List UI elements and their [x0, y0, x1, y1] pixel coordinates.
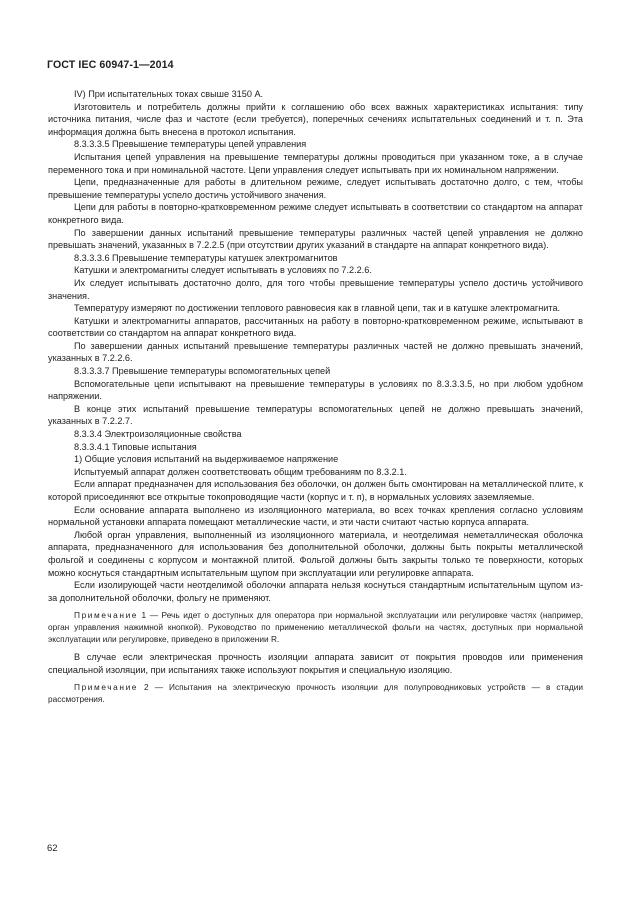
section-heading: 8.3.3.4.1 Типовые испытания: [74, 441, 197, 452]
note-label: Примечание: [74, 610, 139, 621]
paragraph: По завершении данных испытаний превышение температуры различных частей цепей управления не должно превышать значений, указанных в 7.2.2.5 (при отсутствии других указаний в стандарте на аппарат конкретного вида).: [48, 227, 583, 251]
note-1: [48, 610, 583, 645]
paragraph: Изготовитель и потребитель должны прийти к соглашению обо всех важных характеристиках испытания: типу источника питания, числе фаз и частоте (если требуется), поперечных сечениях испытательных соединений и т. п. Эта информация должна быть внесена в протокол испытания.: [48, 101, 583, 137]
section-heading: 8.3.3.3.7 Превышение температуры вспомогательных цепей: [74, 366, 331, 377]
section-heading: 8.3.3.4 Электроизоляционные свойства: [74, 429, 242, 440]
paragraph: Испытания цепей управления на превышение температуры должны проводиться при указанном токе, а в случае переменного тока и при номинальной частоте. Цепи управления следует испытывать при их номинальном напряжении.: [48, 151, 583, 175]
paragraph: Если аппарат предназначен для использования без оболочки, он должен быть смонтирован на металлической плите, к которой присоединяют все открытые токопроводящие части (корпус и т. п), в нормальных условиях заземляемые.: [48, 479, 583, 502]
paragraph: Катушки и электромагниты аппаратов, рассчитанных на работу в повторно-кратковременном режиме, испытывают в соответствии со стандартом на аппарат конкретного вида.: [48, 315, 583, 339]
page-body: [48, 88, 583, 712]
note-text: 1 — Речь идет о доступных для оператора при нормальной эксплуатации или регулировке частях (например, орган управления нажимной кнопкой). Руководство по применению металлической фольги на частях, доступных при нормальной эксплуатации или регулировке, приведено в приложении R.: [48, 610, 583, 644]
paragraph: В случае если электрическая прочность изоляции аппарата зависит от покрытия проводов или применения специальной изоляции, при испытаниях также используют покрытия и специальную изоляцию.: [48, 652, 583, 675]
paragraph: По завершении данных испытаний превышение температуры различных частей не должно превышать значений, указанных в 7.2.2.6.: [48, 340, 583, 364]
note-2: [48, 682, 583, 705]
paragraph: Вспомогательные цепи испытывают на превышение температуры в условиях по 8.3.3.3.5, но при любом удобном напряжении.: [48, 378, 583, 402]
paragraph: Если изолирующей части неотделимой оболочки аппарата нельзя коснуться стандартным испытательным щупом из-за дополнительной оболочки, фольгу не применяют.: [48, 580, 583, 603]
section-heading: 8.3.3.3.5 Превышение температуры цепей управления: [74, 139, 307, 150]
paragraph: Катушки и электромагниты следует испытывать в условиях по 7.2.2.6.: [74, 265, 372, 276]
paragraph: Если основание аппарата выполнено из изоляционного материала, во всех точках крепления согласно условиям нормальной установки аппарата помещают металлические части, и эти части считают частью корпуса аппарата.: [48, 504, 583, 528]
document-header: ГОСТ IEC 60947-1—2014: [47, 59, 174, 71]
paragraph: Любой орган управления, выполненный из изоляционного материала, и неотделимая неметаллическая оболочка аппарата, предназначенного для использования без дополнительной оболочки, должны быть покрыты металлической фольгой и соединены с корпусом и монтажной плитой. Фольгой должны быть закрыты только те поверхности, которых можно коснуться стандартным испытательным щупом при эксплуатации или регулировке аппарата.: [48, 529, 583, 578]
paragraph: Испытуемый аппарат должен соответствовать общим требованиям по 8.3.2.1.: [74, 466, 407, 477]
paragraph: Цепи для работы в повторно-кратковременном режиме следует испытывать в соответствии со стандартом на аппарат конкретного вида.: [48, 202, 583, 225]
paragraph: IV) При испытательных токах свыше 3150 А.: [74, 89, 264, 99]
paragraph: Температуру измеряют по достижении теплового равновесия как в главной цепи, так и в катушке электромагнита.: [74, 303, 561, 314]
subsection-heading: 1) Общие условия испытаний на выдерживаемое напряжение: [74, 454, 339, 465]
section-heading: 8.3.3.3.6 Превышение температуры катушек электромагнитов: [74, 252, 338, 263]
paragraph: В конце этих испытаний превышение температуры вспомогательных цепей не должно превышать значений, указанных в 7.2.2.7.: [48, 403, 583, 427]
paragraph: Цепи, предназначенные для работы в длительном режиме, следует испытывать достаточно долго, с тем, чтобы превышение температуры успело достичь устойчивого значения.: [48, 177, 583, 200]
page-number: 62: [47, 843, 58, 854]
paragraph: Их следует испытывать достаточно долго, для того чтобы превышение температуры успело достичь устойчивого значения.: [48, 277, 583, 301]
note-text: 2 — Испытания на электрическую прочность изоляции для полупроводниковых устройств — в стадии рассмотрения.: [48, 682, 583, 704]
note-label: Примечание: [74, 682, 139, 693]
